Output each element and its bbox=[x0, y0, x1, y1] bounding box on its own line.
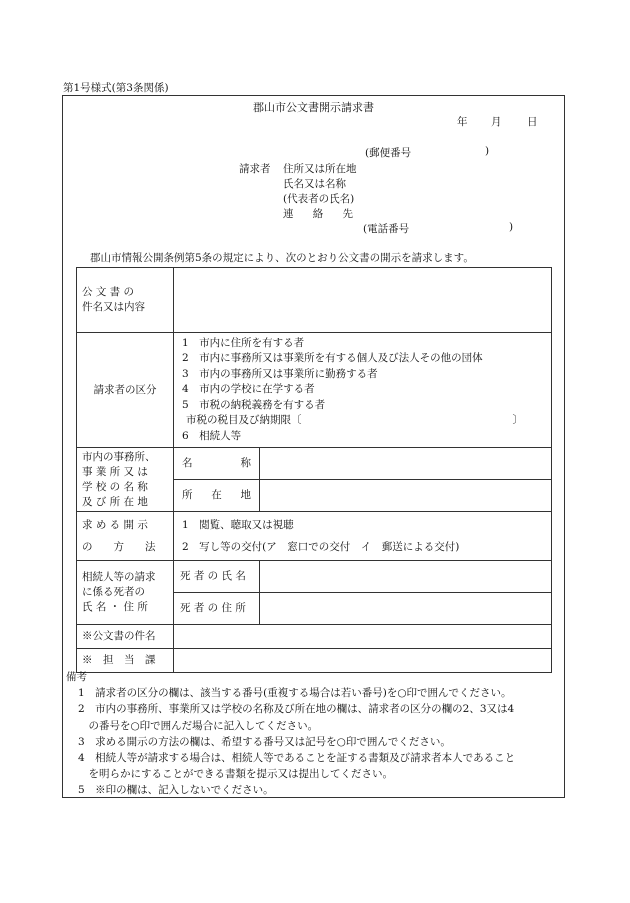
phone-label: (電話番号 bbox=[363, 223, 410, 235]
form-number: 第1号様式(第3条関係) bbox=[63, 82, 169, 94]
method-label: 求 め る 開 示 の 方 法 bbox=[77, 512, 174, 561]
request-table bbox=[76, 267, 552, 673]
table-row bbox=[77, 268, 552, 333]
table-row bbox=[77, 448, 552, 480]
table-row bbox=[77, 561, 552, 593]
intro-text: 郡山市情報公開条例第5条の規定により、次のとおり公文書の開示を請求します。 bbox=[90, 252, 474, 264]
table-row bbox=[77, 512, 552, 561]
office-location-field[interactable] bbox=[260, 480, 552, 512]
note-line: 3 求める開示の方法の欄は、希望する番号又は記号を○印で囲んでください。 bbox=[78, 735, 451, 748]
postal-close: ) bbox=[485, 145, 490, 157]
option-2[interactable]: 2 市内に事務所又は事業所を有する個人及び法人その他の団体 bbox=[182, 352, 483, 365]
note-line: 4 相続人等が請求する場合は、相続人等であることを証する書類及び請求者本人であること bbox=[78, 752, 516, 765]
notes-section bbox=[66, 669, 515, 799]
method-option-1[interactable]: 1 閲覧、聴取又は視聴 bbox=[182, 519, 294, 531]
note-line: 1 請求者の区分の欄は、該当する番号(重複する場合は若い番号)を○印で囲んでください。 bbox=[78, 687, 512, 700]
requester-prefix: 請求者 bbox=[239, 163, 271, 175]
note-line: 5 ※印の欄は、記入しないでください。 bbox=[78, 784, 274, 797]
contact-char: 絡 bbox=[312, 208, 324, 220]
table-row bbox=[77, 625, 552, 649]
office-label: 市内の事務所、 事 業 所 又 は 学 校 の 名 称 及 び 所 在 地 bbox=[77, 448, 174, 512]
option-4[interactable]: 4 市内の学校に在学する者 bbox=[182, 383, 315, 396]
heir-label: 相続人等の請求 に係る死者の 氏 名 ・ 住 所 bbox=[77, 561, 174, 625]
contact-label bbox=[283, 206, 353, 221]
name-label: 氏名又は名称 bbox=[283, 178, 346, 190]
office-name-field[interactable] bbox=[260, 448, 552, 480]
note-line: 2 市内の事務所、事業所又は学校の名称及び所在地の欄は、請求者の区分の欄の2、3又は4 bbox=[78, 703, 515, 716]
date-month: 月 bbox=[491, 116, 502, 128]
contact-char: 先 bbox=[342, 208, 353, 220]
deceased-address-label: 死 者 の 住 所 bbox=[174, 593, 260, 625]
contact-char: 連 bbox=[283, 208, 294, 220]
date-day: 日 bbox=[527, 116, 538, 128]
note-line: の番号を○印で囲んだ場合に記入してください。 bbox=[78, 719, 319, 732]
option-5[interactable]: 5 市税の納税義務を有する者 bbox=[182, 398, 326, 411]
address-label: 住所又は所在地 bbox=[283, 163, 357, 175]
postal-label: (郵便番号 bbox=[365, 147, 412, 159]
table-row bbox=[77, 333, 552, 448]
office-name-label: 名 称 bbox=[174, 448, 260, 480]
category-options[interactable] bbox=[174, 333, 552, 448]
method-options[interactable] bbox=[174, 512, 552, 561]
doc-title-field bbox=[174, 625, 552, 649]
representative-label: (代表者の氏名) bbox=[283, 193, 355, 205]
option-3[interactable]: 3 市内の事務所又は事業所に勤務する者 bbox=[182, 367, 378, 380]
deceased-name-field[interactable] bbox=[260, 561, 552, 593]
deceased-name-label: 死 者 の 氏 名 bbox=[174, 561, 260, 593]
phone-close: ) bbox=[509, 221, 514, 233]
option-6[interactable]: 6 相続人等 bbox=[182, 429, 242, 442]
tax-line[interactable]: 市税の税目及び納期限〔 〕 bbox=[186, 414, 523, 427]
note-line: を明らかにすることができる書類を提示又は提出してください。 bbox=[78, 768, 393, 781]
doc-name-label: 公 文 書 の 件名又は内容 bbox=[77, 268, 174, 333]
category-label: 請求者の区分 bbox=[77, 333, 174, 448]
office-location-label: 所 在 地 bbox=[174, 480, 260, 512]
form-title: 郡山市公文書開示請求書 bbox=[253, 101, 374, 114]
doc-name-field[interactable] bbox=[174, 268, 552, 333]
option-1[interactable]: 1 市内に住所を有する者 bbox=[182, 336, 305, 349]
deceased-address-field[interactable] bbox=[260, 593, 552, 625]
date-year: 年 bbox=[457, 116, 468, 128]
dept-label: ※ 担 当 課 bbox=[77, 649, 174, 673]
notes-heading: 備考 bbox=[66, 671, 87, 683]
doc-title-label: ※公文書の件名 bbox=[77, 625, 174, 649]
method-option-2[interactable]: 2 写し等の交付(ア 窓口での交付 イ 郵送による交付) bbox=[182, 541, 460, 553]
